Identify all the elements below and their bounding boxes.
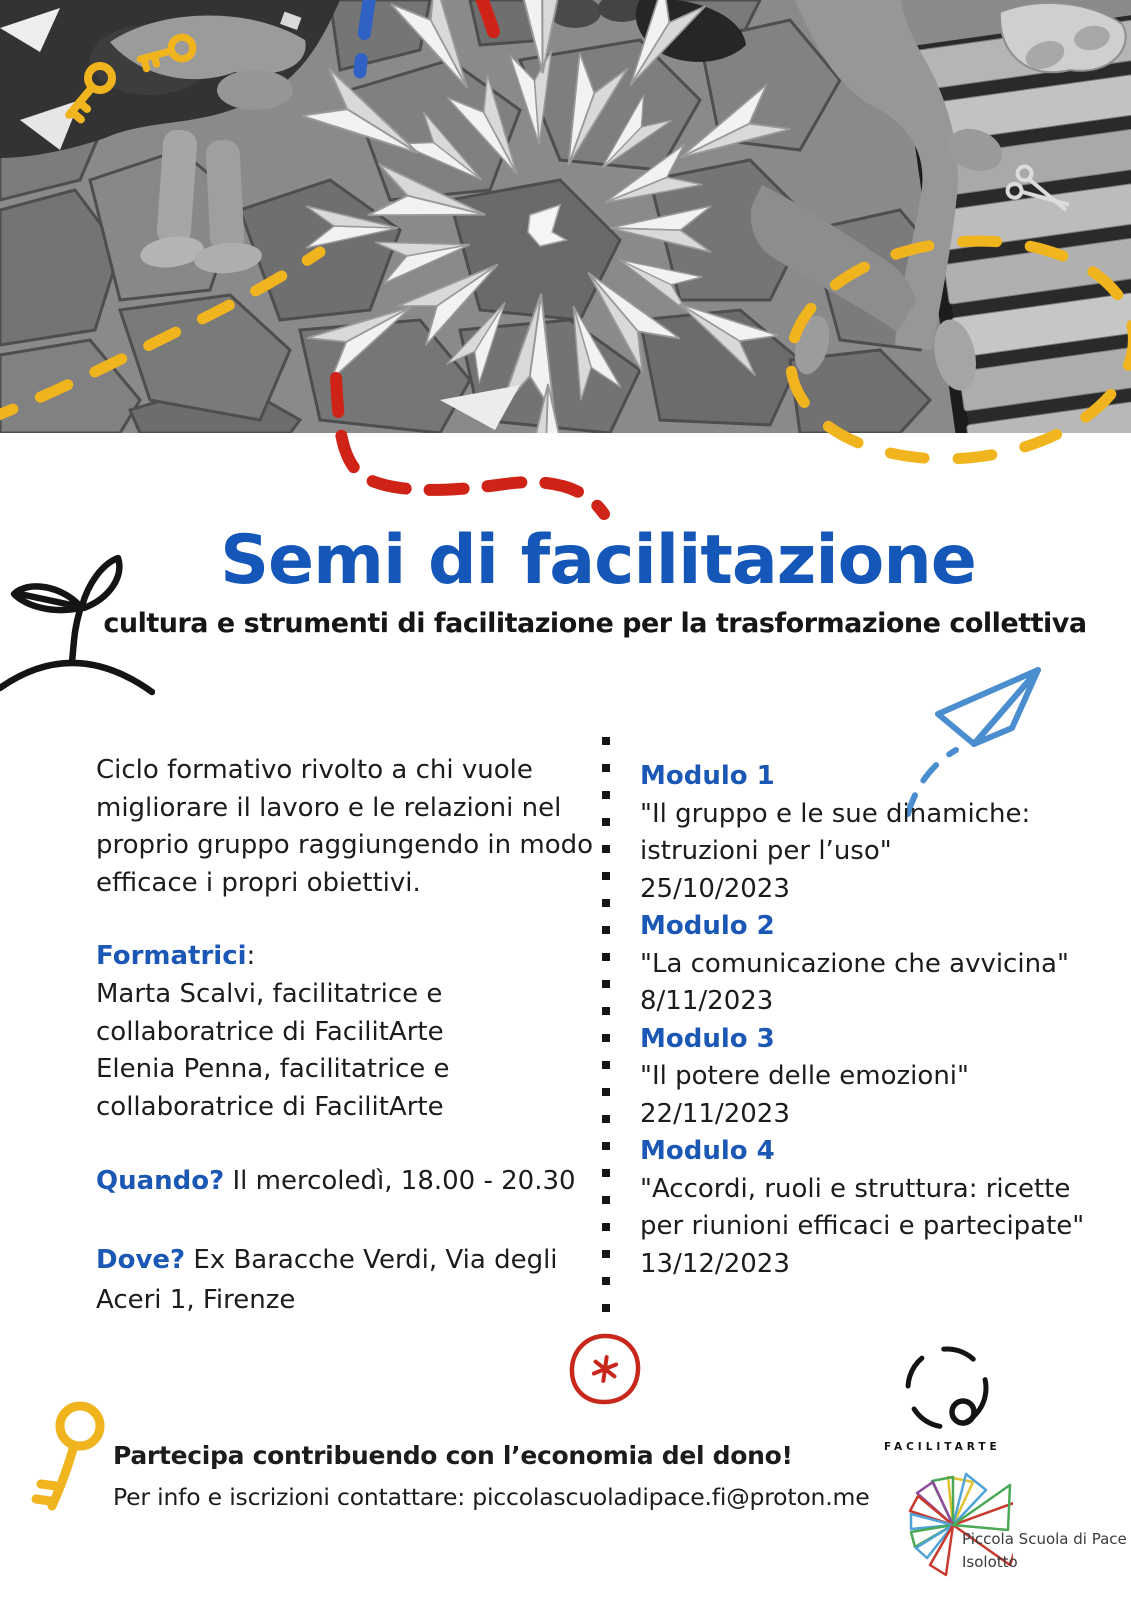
dotted-divider <box>602 737 610 1317</box>
formatrici-heading <box>96 938 255 976</box>
module-label: Modulo 4 <box>640 1136 775 1166</box>
intro-paragraph <box>96 752 594 902</box>
quando-row <box>96 1163 596 1201</box>
formatrici-colon: : <box>246 941 256 971</box>
dove-row <box>96 1240 596 1320</box>
quando-label: Quando? <box>96 1166 225 1196</box>
module-label: Modulo 3 <box>640 1023 775 1054</box>
module-title-line: per riunioni efficaci e partecipate" <box>640 1211 1085 1241</box>
module-item <box>640 758 1100 908</box>
dove-value-line: Aceri 1, Firenze <box>96 1285 296 1315</box>
module-date: 8/11/2023 <box>640 986 774 1016</box>
sprout-icon <box>0 548 155 700</box>
formatrici-line: Marta Scalvi, facilitatrice e <box>96 979 443 1009</box>
formatrici-list <box>96 976 586 1126</box>
formatrici-line: Elenia Penna, facilitatrice e <box>96 1054 450 1084</box>
facilitarte-logo <box>882 1338 1017 1438</box>
intro-line: efficace i propri obiettivi. <box>96 867 421 898</box>
modules-list <box>640 758 1100 1283</box>
module-item <box>640 1133 1100 1283</box>
formatrici-label: Formatrici <box>96 941 247 971</box>
facilitarte-logo-label: FACILITARTE <box>884 1441 1001 1453</box>
piccola-scuola-label-line2: Isolotto <box>962 1553 1018 1571</box>
dove-value-line: Ex Baracche Verdi, Via degli <box>193 1245 558 1275</box>
module-label: Modulo 1 <box>640 761 775 791</box>
module-title-line: "Il gruppo e le sue dinamiche: <box>640 798 1031 829</box>
module-item <box>640 908 1100 1021</box>
module-title-line: "Accordi, ruoli e struttura: ricette <box>640 1173 1071 1204</box>
module-label: Modulo 2 <box>640 911 775 941</box>
module-date: 25/10/2023 <box>640 873 790 904</box>
module-title-line: "Il potere delle emozioni" <box>640 1061 969 1091</box>
intro-line: migliorare il lavoro e le relazioni nel <box>96 792 562 823</box>
intro-line: Ciclo formativo rivolto a chi vuole <box>96 755 533 785</box>
key-icon <box>28 1398 123 1518</box>
page-title: Semi di facilitazione <box>220 521 976 600</box>
module-item <box>640 1021 1100 1134</box>
module-date: 22/11/2023 <box>640 1098 790 1129</box>
piccola-scuola-label-line1: Piccola Scuola di Pace <box>962 1530 1127 1548</box>
asterisk-circle-icon <box>563 1328 647 1412</box>
formatrici-line: collaboratrice di FacilitArte <box>96 1016 444 1047</box>
module-date: 13/12/2023 <box>640 1248 790 1279</box>
module-title-line: "La comunicazione che avvicina" <box>640 948 1069 979</box>
formatrici-line: collaboratrice di FacilitArte <box>96 1091 444 1122</box>
module-title-line: istruzioni per l’uso" <box>640 836 892 866</box>
footer-contact-email: Per info e iscrizioni contattare: piccolascuoladipace.fi@proton.me <box>113 1483 870 1511</box>
page-subtitle: cultura e strumenti di facilitazione per la trasformazione collettiva <box>103 608 1087 639</box>
intro-line: proprio gruppo raggiungendo in modo <box>96 830 594 860</box>
hero-photo <box>0 0 1131 540</box>
quando-value: Il mercoledì, 18.00 - 20.30 <box>232 1166 576 1196</box>
dove-label: Dove? <box>96 1245 186 1275</box>
footer-cta: Partecipa contribuendo con l’economia del dono! <box>113 1441 793 1470</box>
